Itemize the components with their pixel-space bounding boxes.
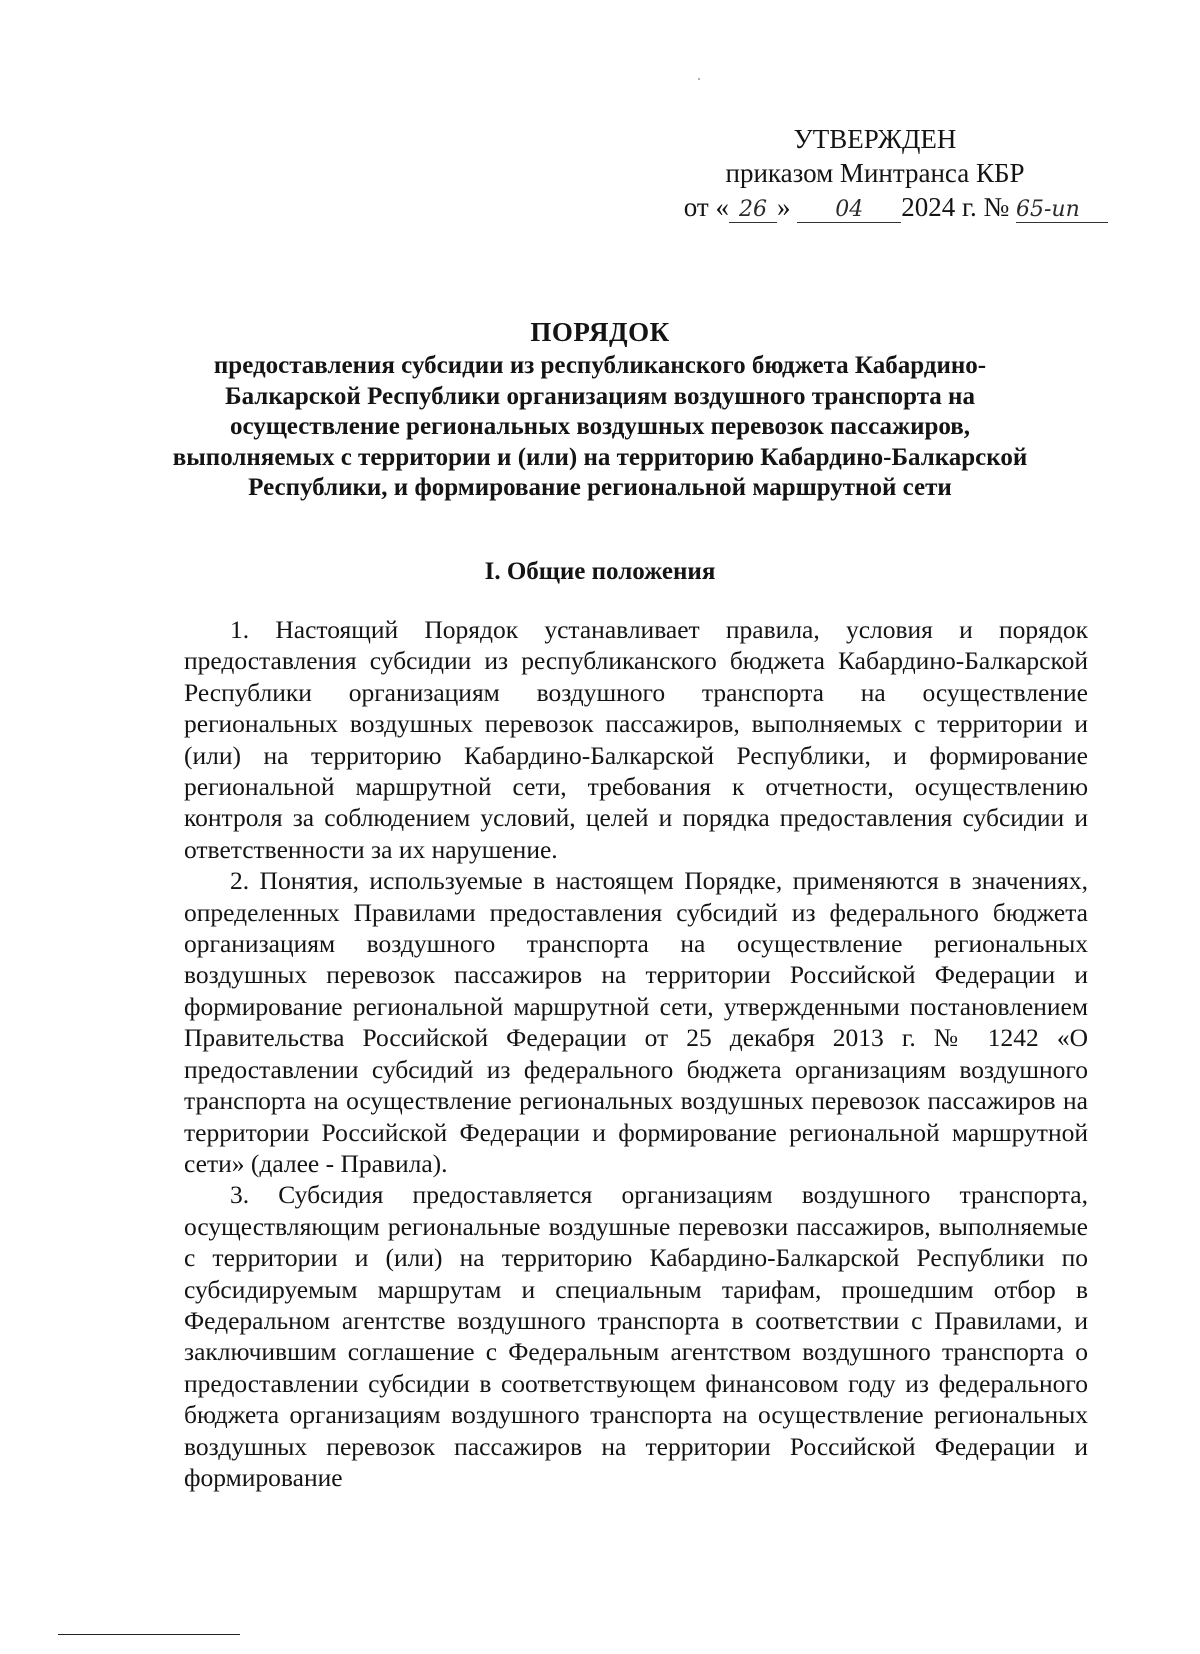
approval-issuer: приказом Минтранса КБР [725, 158, 1025, 188]
scan-speck [698, 78, 700, 80]
footnote-rule [58, 1634, 240, 1635]
date-month-field [797, 195, 901, 223]
order-number-field [1016, 195, 1108, 223]
paragraph-1: 1. Настоящий Порядок устанавливает правила, условия и порядок предоставления субсидии из республиканского бюджета Кабардино-Балкарской Республики организациям воздушного транспорта на осуществление региональных воздушных перевозок пассажиров, выполняемых с территории и (или) на территорию Кабардино-Балкарской Республики, и формирование региональной маршрутной сети, требования к отчетности, осуществлению контроля за соблюдением условий, целей и порядка предоставления субсидии и ответственности за их нарушение. [184, 615, 1088, 864]
document-body [184, 614, 1088, 1493]
document-title: ПОРЯДОК [530, 317, 670, 347]
section-heading: I. Общие положения [484, 558, 716, 585]
date-year: 2024 г. № [901, 192, 1010, 222]
approval-block [640, 122, 1110, 224]
paragraph-2: 2. Понятия, используемые в настоящем Порядке, применяются в значениях, определенных Правилами предоставления субсидий из федерального бюджета организациям воздушного транспорта на осуществление региональных воздушных перевозок пассажиров на территории Российской Федерации и формирование региональной маршрутной сети, утвержденными постановлением Правительства Российской Федерации от 25 декабря 2013 г. № 1242 «О предоставлении субсидий из федерального бюджета организациям воздушного транспорта на осуществление региональных воздушных перевозок пассажиров на территории Российской Федерации и формирование региональной маршрутной сети» (далее - Правила). [184, 866, 1088, 1178]
order-number-handwritten: 65-ип [1016, 197, 1080, 222]
document-title-block [160, 315, 1040, 504]
date-day-handwritten: 26 [738, 197, 767, 222]
date-prefix: от « [683, 192, 729, 222]
approval-stamp: УТВЕРЖДЕН [793, 124, 957, 154]
date-mid: » [776, 192, 791, 222]
date-month-handwritten: 04 [835, 197, 864, 222]
paragraph-3: 3. Субсидия предоставляется организациям воздушного транспорта, осуществляющим региональные воздушные перевозки пассажиров, выполняемые с территории и (или) на территорию Кабардино-Балкарской Республики по субсидируемым маршрутам и специальным тарифам, прошедшим отбор в Федеральном агентстве воздушного транспорта в соответствии с Правилами, и заключившим соглашение с Федеральным агентством воздушного транспорта о предоставлении субсидии в соответствующем финансовом году из федерального бюджета организациям воздушного транспорта на осуществление региональных воздушных перевозок пассажиров на территории Российской Федерации и формирование [184, 1180, 1088, 1492]
date-day-field [729, 195, 777, 223]
approval-date-line [640, 190, 1110, 224]
document-subtitle: предоставления субсидии из республиканского бюджета Кабардино-Балкарской Республики организациям воздушного транспорта на осуществление региональных воздушных перевозок пассажиров, выполняемых с территории и (или) на территорию Кабардино-Балкарской Республики, и формирование региональной маршрутной сети [172, 352, 1028, 501]
